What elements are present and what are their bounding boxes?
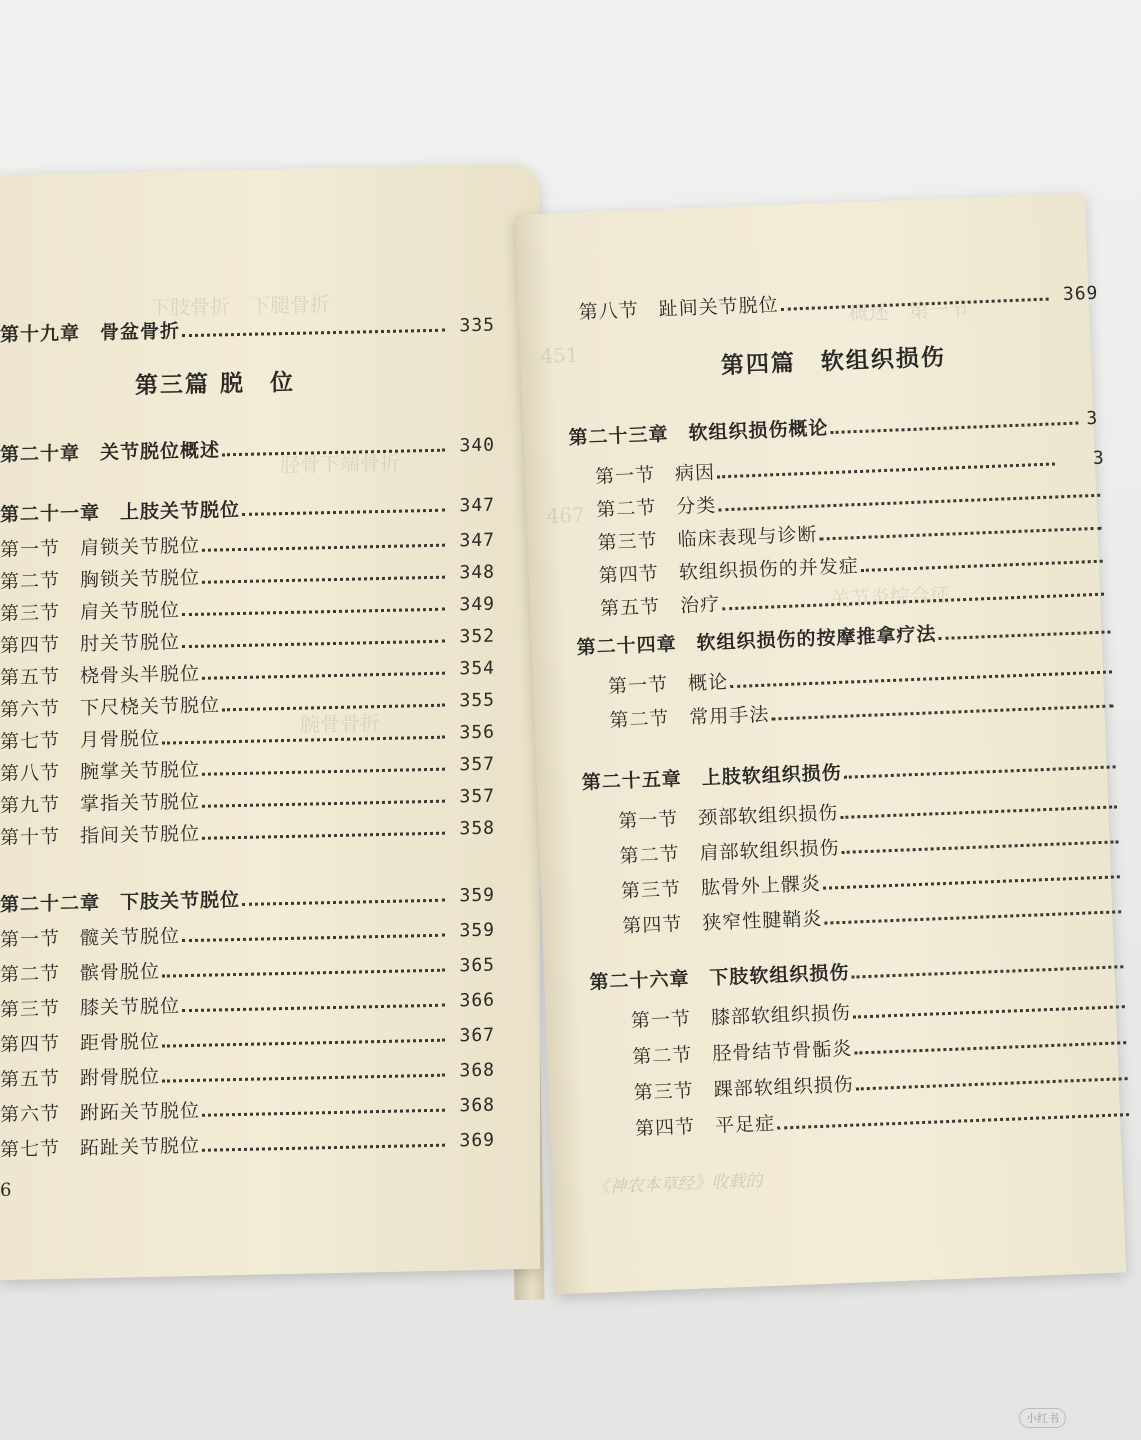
entry-label: 第五节 治疗 <box>599 593 721 621</box>
leader-dots <box>162 1073 445 1083</box>
entry-page: 366 <box>459 989 495 1012</box>
toc-entry-section[interactable] <box>0 812 540 850</box>
toc-entry-section[interactable] <box>0 984 540 1022</box>
entry-label: 第二节 髌骨脱位 <box>0 960 161 986</box>
leader-dots <box>162 735 445 745</box>
entry-label: 第六节 下尺桡关节脱位 <box>0 694 221 721</box>
entry-label: 第四节 肘关节脱位 <box>0 631 181 657</box>
leader-dots <box>856 1076 1128 1090</box>
entry-page: 347 <box>459 529 495 552</box>
leader-dots <box>222 703 445 712</box>
leader-dots <box>202 671 445 680</box>
show-through-text: 胫骨下端骨折 <box>280 450 400 478</box>
toc-entry-section[interactable] <box>0 780 540 818</box>
leader-dots <box>202 767 445 776</box>
entry-label: 第八节 腕掌关节脱位 <box>0 758 201 785</box>
entry-label: 第一节 肩锁关节脱位 <box>0 534 201 561</box>
leader-dots <box>718 493 1100 512</box>
leader-dots <box>162 1038 445 1048</box>
toc-entry-section[interactable] <box>0 1019 540 1057</box>
entry-label: 第一节 概论 <box>607 671 729 698</box>
leader-dots <box>781 297 1049 311</box>
entry-label: 第三节 膝关节脱位 <box>0 995 181 1021</box>
toc-entry-chapter-19[interactable] <box>0 309 540 347</box>
toc-entry-section[interactable] <box>0 914 540 952</box>
leader-dots <box>842 839 1119 854</box>
toc-entry-section[interactable] <box>0 748 540 786</box>
entry-page: 3 <box>1092 447 1106 469</box>
entry-label: 第四节 平足症 <box>634 1112 776 1141</box>
entry-label: 第一节 病因 <box>594 461 716 489</box>
toc-entry-chapter-22[interactable] <box>0 879 540 917</box>
entry-label: 第七节 跖趾关节脱位 <box>0 1134 201 1161</box>
leader-dots <box>182 607 445 617</box>
show-through-text: 467 <box>546 502 586 529</box>
leader-dots <box>202 1143 445 1152</box>
toc-entry-section-8[interactable] <box>578 278 1099 325</box>
leader-dots <box>840 804 1117 819</box>
leader-dots <box>854 1040 1126 1054</box>
entry-label: 第一节 颈部软组织损伤 <box>617 802 839 833</box>
entry-page: 365 <box>459 954 495 977</box>
entry-label: 第二十二章 下肢关节脱位 <box>0 888 241 916</box>
leader-dots <box>722 592 1104 611</box>
leader-dots <box>820 526 1102 541</box>
toc-entry-section[interactable] <box>0 716 540 754</box>
toc-entry-section[interactable] <box>0 684 540 722</box>
part-title: 第三篇 脱 位 <box>135 368 296 400</box>
watermark: 小红书 <box>1019 1408 1066 1428</box>
entry-label: 第五节 桡骨头半脱位 <box>0 662 201 689</box>
part-title: 第四篇 软组织损伤 <box>720 343 947 380</box>
leader-dots <box>844 764 1116 778</box>
leader-dots <box>162 968 445 978</box>
entry-page: 354 <box>459 657 495 680</box>
toc-entry-section[interactable] <box>0 1124 540 1162</box>
leader-dots <box>730 669 1112 688</box>
entry-page: 357 <box>459 753 495 776</box>
entry-label: 第十九章 骨盆骨折 <box>0 320 181 346</box>
entry-page: 347 <box>459 494 495 517</box>
entry-label: 第二节 常用手法 <box>609 703 770 732</box>
entry-label: 第二节 分类 <box>595 494 717 522</box>
leader-dots <box>831 421 1079 435</box>
leader-dots <box>182 933 445 943</box>
leader-dots <box>222 448 445 457</box>
entry-label: 第二十章 关节脱位概述 <box>0 439 221 466</box>
bleed-through-text: 《神农本草经》收载的 <box>592 1171 763 1198</box>
entry-label: 第三节 踝部软组织损伤 <box>633 1073 855 1105</box>
entry-label: 第三节 临床表现与诊断 <box>597 523 818 555</box>
entry-label: 第二十四章 软组织损伤的按摩推拿疗法 <box>576 623 937 659</box>
entry-label: 第四节 软组织损伤的并发症 <box>598 555 860 588</box>
toc-entry-section[interactable] <box>0 620 540 658</box>
show-through-text: 概述 第一节 <box>848 296 970 326</box>
entry-label: 第八节 趾间关节脱位 <box>578 293 780 324</box>
leader-dots <box>771 703 1113 720</box>
entry-page: 356 <box>459 721 495 744</box>
leader-dots <box>853 1004 1125 1018</box>
show-through-text: 451 <box>539 342 580 369</box>
entry-label: 第二十五章 上肢软组织损伤 <box>581 761 843 794</box>
toc-entry-chapter-23[interactable] <box>568 403 1099 450</box>
entry-label: 第五节 跗骨脱位 <box>0 1065 161 1091</box>
toc-entry-section[interactable] <box>0 556 540 594</box>
entry-label: 第四节 距骨脱位 <box>0 1030 161 1056</box>
toc-entry-chapter-21[interactable] <box>0 489 540 527</box>
toc-entry-chapter-26[interactable] <box>589 947 1130 995</box>
show-through-text: 关节炎综合征 <box>829 582 951 612</box>
entry-page: 357 <box>459 785 495 808</box>
entry-page: 367 <box>459 1024 495 1047</box>
leader-dots <box>182 328 445 338</box>
show-through-text: 腕骨骨折 <box>300 711 380 737</box>
toc-entry-section[interactable] <box>0 1089 540 1127</box>
leader-dots <box>242 898 445 906</box>
show-through-text: 下肢骨折 下腿骨折 <box>150 292 330 320</box>
entry-page: 359 <box>459 884 495 907</box>
toc-entry-chapter-24[interactable] <box>576 612 1117 660</box>
leader-dots <box>182 1003 445 1013</box>
entry-page: 3 <box>1085 407 1099 430</box>
entry-label: 第九节 掌指关节脱位 <box>0 790 201 817</box>
entry-label: 第二节 肩部软组织损伤 <box>619 837 840 868</box>
entry-page: 358 <box>459 817 495 840</box>
entry-label: 第三节 肱骨外上髁炎 <box>620 872 822 903</box>
entry-page: 335 <box>459 314 495 337</box>
entry-label: 第二十六章 下肢软组织损伤 <box>589 961 850 994</box>
leader-dots <box>938 629 1110 640</box>
entry-label: 第三节 肩关节脱位 <box>0 599 181 625</box>
toc-entry-chapter-25[interactable] <box>581 747 1122 795</box>
toc-entry-section[interactable] <box>0 949 540 987</box>
leader-dots <box>202 831 445 840</box>
entry-label: 第六节 跗跖关节脱位 <box>0 1099 201 1126</box>
toc-entry-section[interactable] <box>0 588 540 626</box>
entry-label: 第十节 指间关节脱位 <box>0 822 201 849</box>
toc-entry-section[interactable] <box>0 1054 540 1092</box>
leader-dots <box>202 1108 445 1117</box>
entry-label: 第一节 膝部软组织损伤 <box>630 1001 852 1033</box>
entry-label: 第二十三章 软组织损伤概论 <box>568 417 829 450</box>
entry-label: 第七节 月骨脱位 <box>0 727 161 753</box>
entry-page: 349 <box>459 593 495 616</box>
leader-dots <box>202 543 445 552</box>
right-page <box>515 193 1126 1294</box>
entry-page: 352 <box>459 625 495 648</box>
toc-entry-section[interactable] <box>0 524 540 562</box>
leader-dots <box>851 964 1123 978</box>
entry-label: 第二十一章 上肢关节脱位 <box>0 498 241 526</box>
leader-dots <box>717 461 1055 478</box>
entry-label: 第四节 狭窄性腱鞘炎 <box>621 907 823 938</box>
entry-page: 369 <box>459 1129 495 1152</box>
entry-page: 340 <box>459 434 495 457</box>
leader-dots <box>242 508 445 516</box>
entry-label: 第二节 胸锁关节脱位 <box>0 566 201 593</box>
leader-dots <box>824 909 1121 924</box>
left-page <box>0 164 540 1280</box>
toc-entry-section[interactable] <box>0 652 540 690</box>
entry-page: 359 <box>459 919 495 942</box>
leader-dots <box>182 639 445 649</box>
entry-page: 348 <box>459 561 495 584</box>
entry-page: 369 <box>1062 282 1099 306</box>
entry-label: 第二节 胫骨结节骨骺炎 <box>631 1037 853 1069</box>
toc-entry-chapter-20[interactable] <box>0 429 540 467</box>
entry-page: 368 <box>459 1094 495 1117</box>
entry-page: 355 <box>459 689 495 712</box>
leader-dots <box>823 874 1120 889</box>
page-number: 6 <box>0 1179 12 1201</box>
entry-page: 368 <box>459 1059 495 1082</box>
leader-dots <box>861 559 1103 572</box>
leader-dots <box>202 799 445 808</box>
leader-dots <box>777 1112 1129 1130</box>
entry-label: 第一节 髋关节脱位 <box>0 925 181 951</box>
leader-dots <box>202 575 445 584</box>
